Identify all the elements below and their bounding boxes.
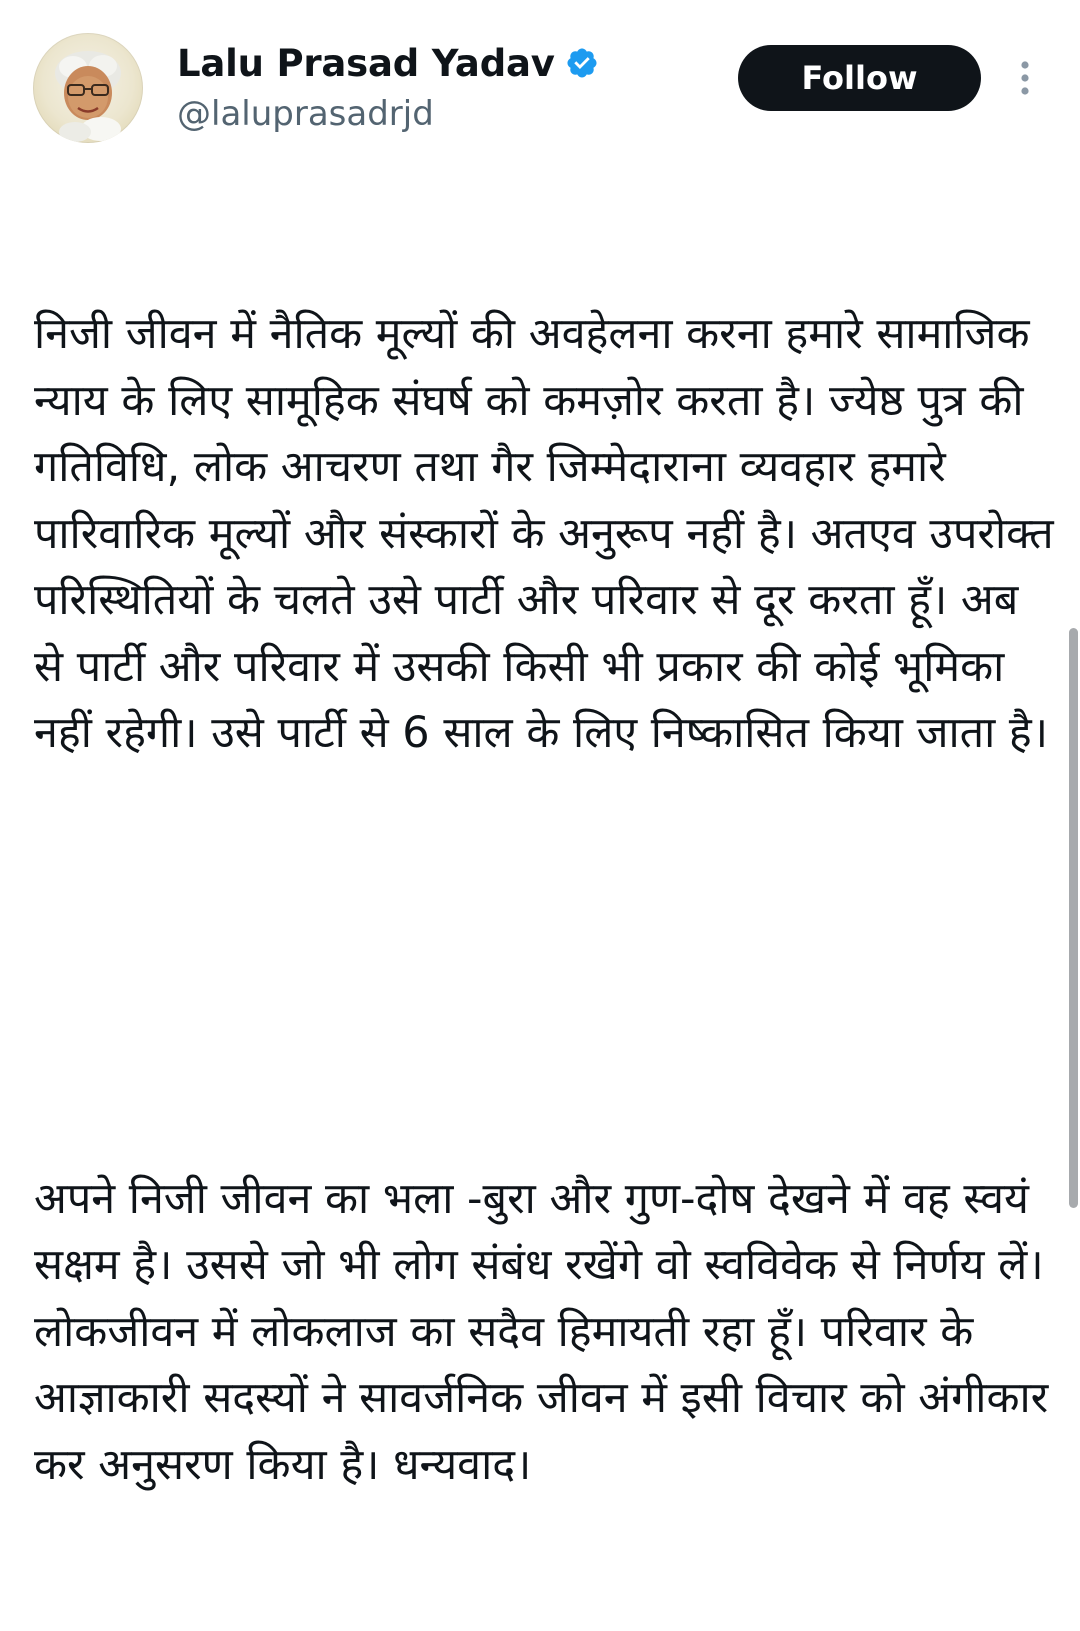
- scrollbar[interactable]: [1069, 628, 1078, 1208]
- verified-badge-icon[interactable]: [565, 46, 599, 80]
- user-handle[interactable]: @laluprasadrjd: [177, 94, 434, 134]
- tweet-paragraph-1: निजी जीवन में नैतिक मूल्यों की अवहेलना करना हमारे सामाजिक न्याय के लिए सामूहिक संघर्ष को कमज़ोर करता है। ज्येष्ठ पुत्र की गतिविधि, लोक आचरण तथा गैर जिम्मेदाराना व्यवहार हमारे पारिवारिक मूल्यों और संस्कारों के अनुरूप नहीं है। अतएव उपरोक्त परिस्थितियों के चलते उसे पार्टी और परिवार से दूर करता हूँ। अब से पार्टी और परिवार में उसकी किसी भी प्रकार की कोई भूमिका नहीं रहेगी। उसे पार्टी से 6 साल के लिए निष्कासित किया जाता है।: [34, 309, 1068, 758]
- display-name[interactable]: Lalu Prasad Yadav: [177, 41, 555, 85]
- tweet-paragraph-2: अपने निजी जीवन का भला -बुरा और गुण-दोष देखने में वह स्वयं सक्षम है। उससे जो भी लोग संबंध रखेंगे वो स्वविवेक से निर्णय लें। लोकजीवन में लोकलाज का सदैव हिमायती रहा हूँ। परिवार के आज्ञाकारी सदस्यों ने सावर्जनिक जीवन में इसी विचार को अंगीकार कर अनुसरण किया है। धन्यवाद।: [34, 1173, 1062, 1490]
- tweet-text: [34, 168, 1068, 1631]
- more-vertical-icon[interactable]: [1010, 58, 1040, 98]
- paragraph-gap: [34, 900, 1054, 1033]
- avatar[interactable]: [33, 33, 143, 143]
- profile-photo-icon: [33, 33, 143, 143]
- name-row: [177, 38, 599, 88]
- author-info: [177, 38, 599, 134]
- follow-button[interactable]: Follow: [738, 45, 981, 111]
